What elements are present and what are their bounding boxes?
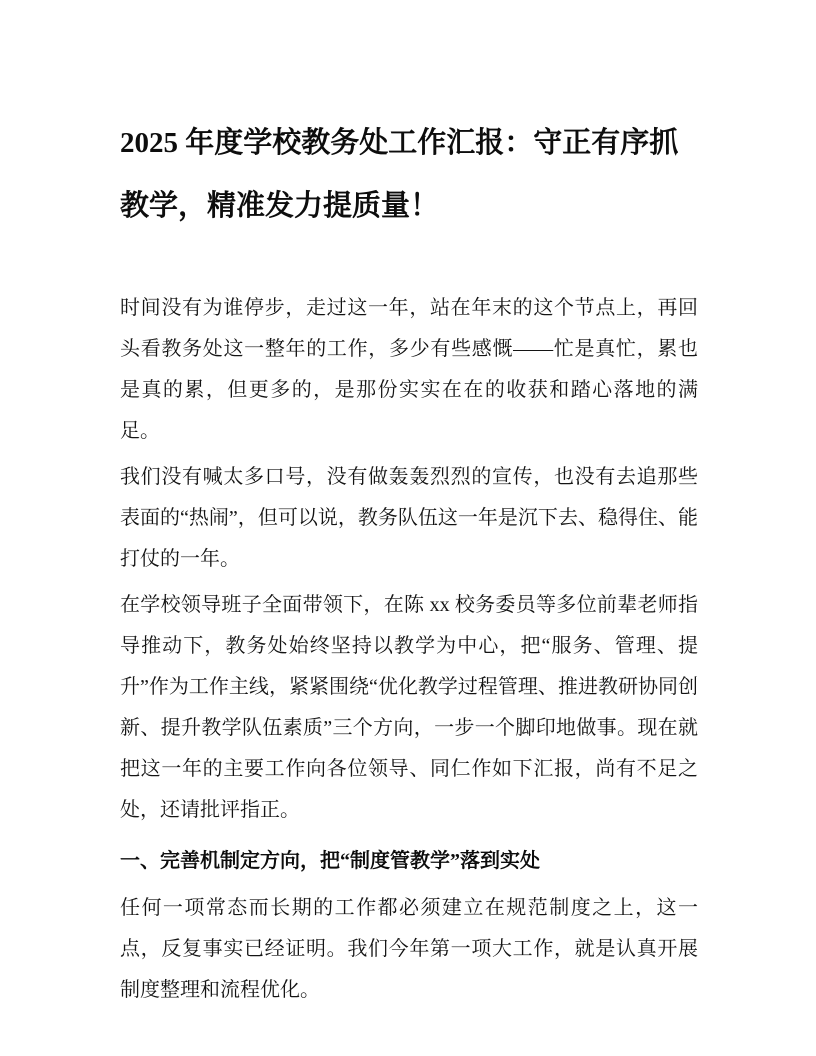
- paragraph-intro-3: 在学校领导班子全面带领下，在陈 xx 校务委员等多位前辈老师指导推动下，教务处始终坚持以教学为中心，把“服务、管理、提升”作为工作主线，紧紧围绕“优化教学过程管理、推进教研协同创新、提升教学队伍素质”三个方向，一步一个脚印地做事。现在就把这一年的主要工作向各位领导、同仁作如下汇报，尚有不足之处，还请批评指正。: [120, 594, 698, 821]
- section-heading-1: 一、完善机制定方向，把“制度管教学”落到实处: [120, 850, 540, 872]
- paragraph-intro-2: 我们没有喊太多口号，没有做轰轰烈烈的宣传，也没有去追那些表面的“热闹”，但可以说，教务队伍这一年是沉下去、稳得住、能打仗的一年。: [120, 466, 698, 570]
- paragraph-section-1-body: 任何一项常态而长期的工作都必须建立在规范制度之上，这一点，反复事实已经证明。我们今年第一项大工作，就是认真开展制度整理和流程优化。: [120, 897, 698, 1001]
- document-title: 2025 年度学校教务处工作汇报：守正有序抓教学，精准发力提质量！: [120, 127, 679, 222]
- paragraph-intro-1: 时间没有为谁停步，走过这一年，站在年末的这个节点上，再回头看教务处这一整年的工作，多少有些感慨——忙是真忙，累也是真的累，但更多的，是那份实实在在的收获和踏心落地的满足。: [120, 297, 698, 442]
